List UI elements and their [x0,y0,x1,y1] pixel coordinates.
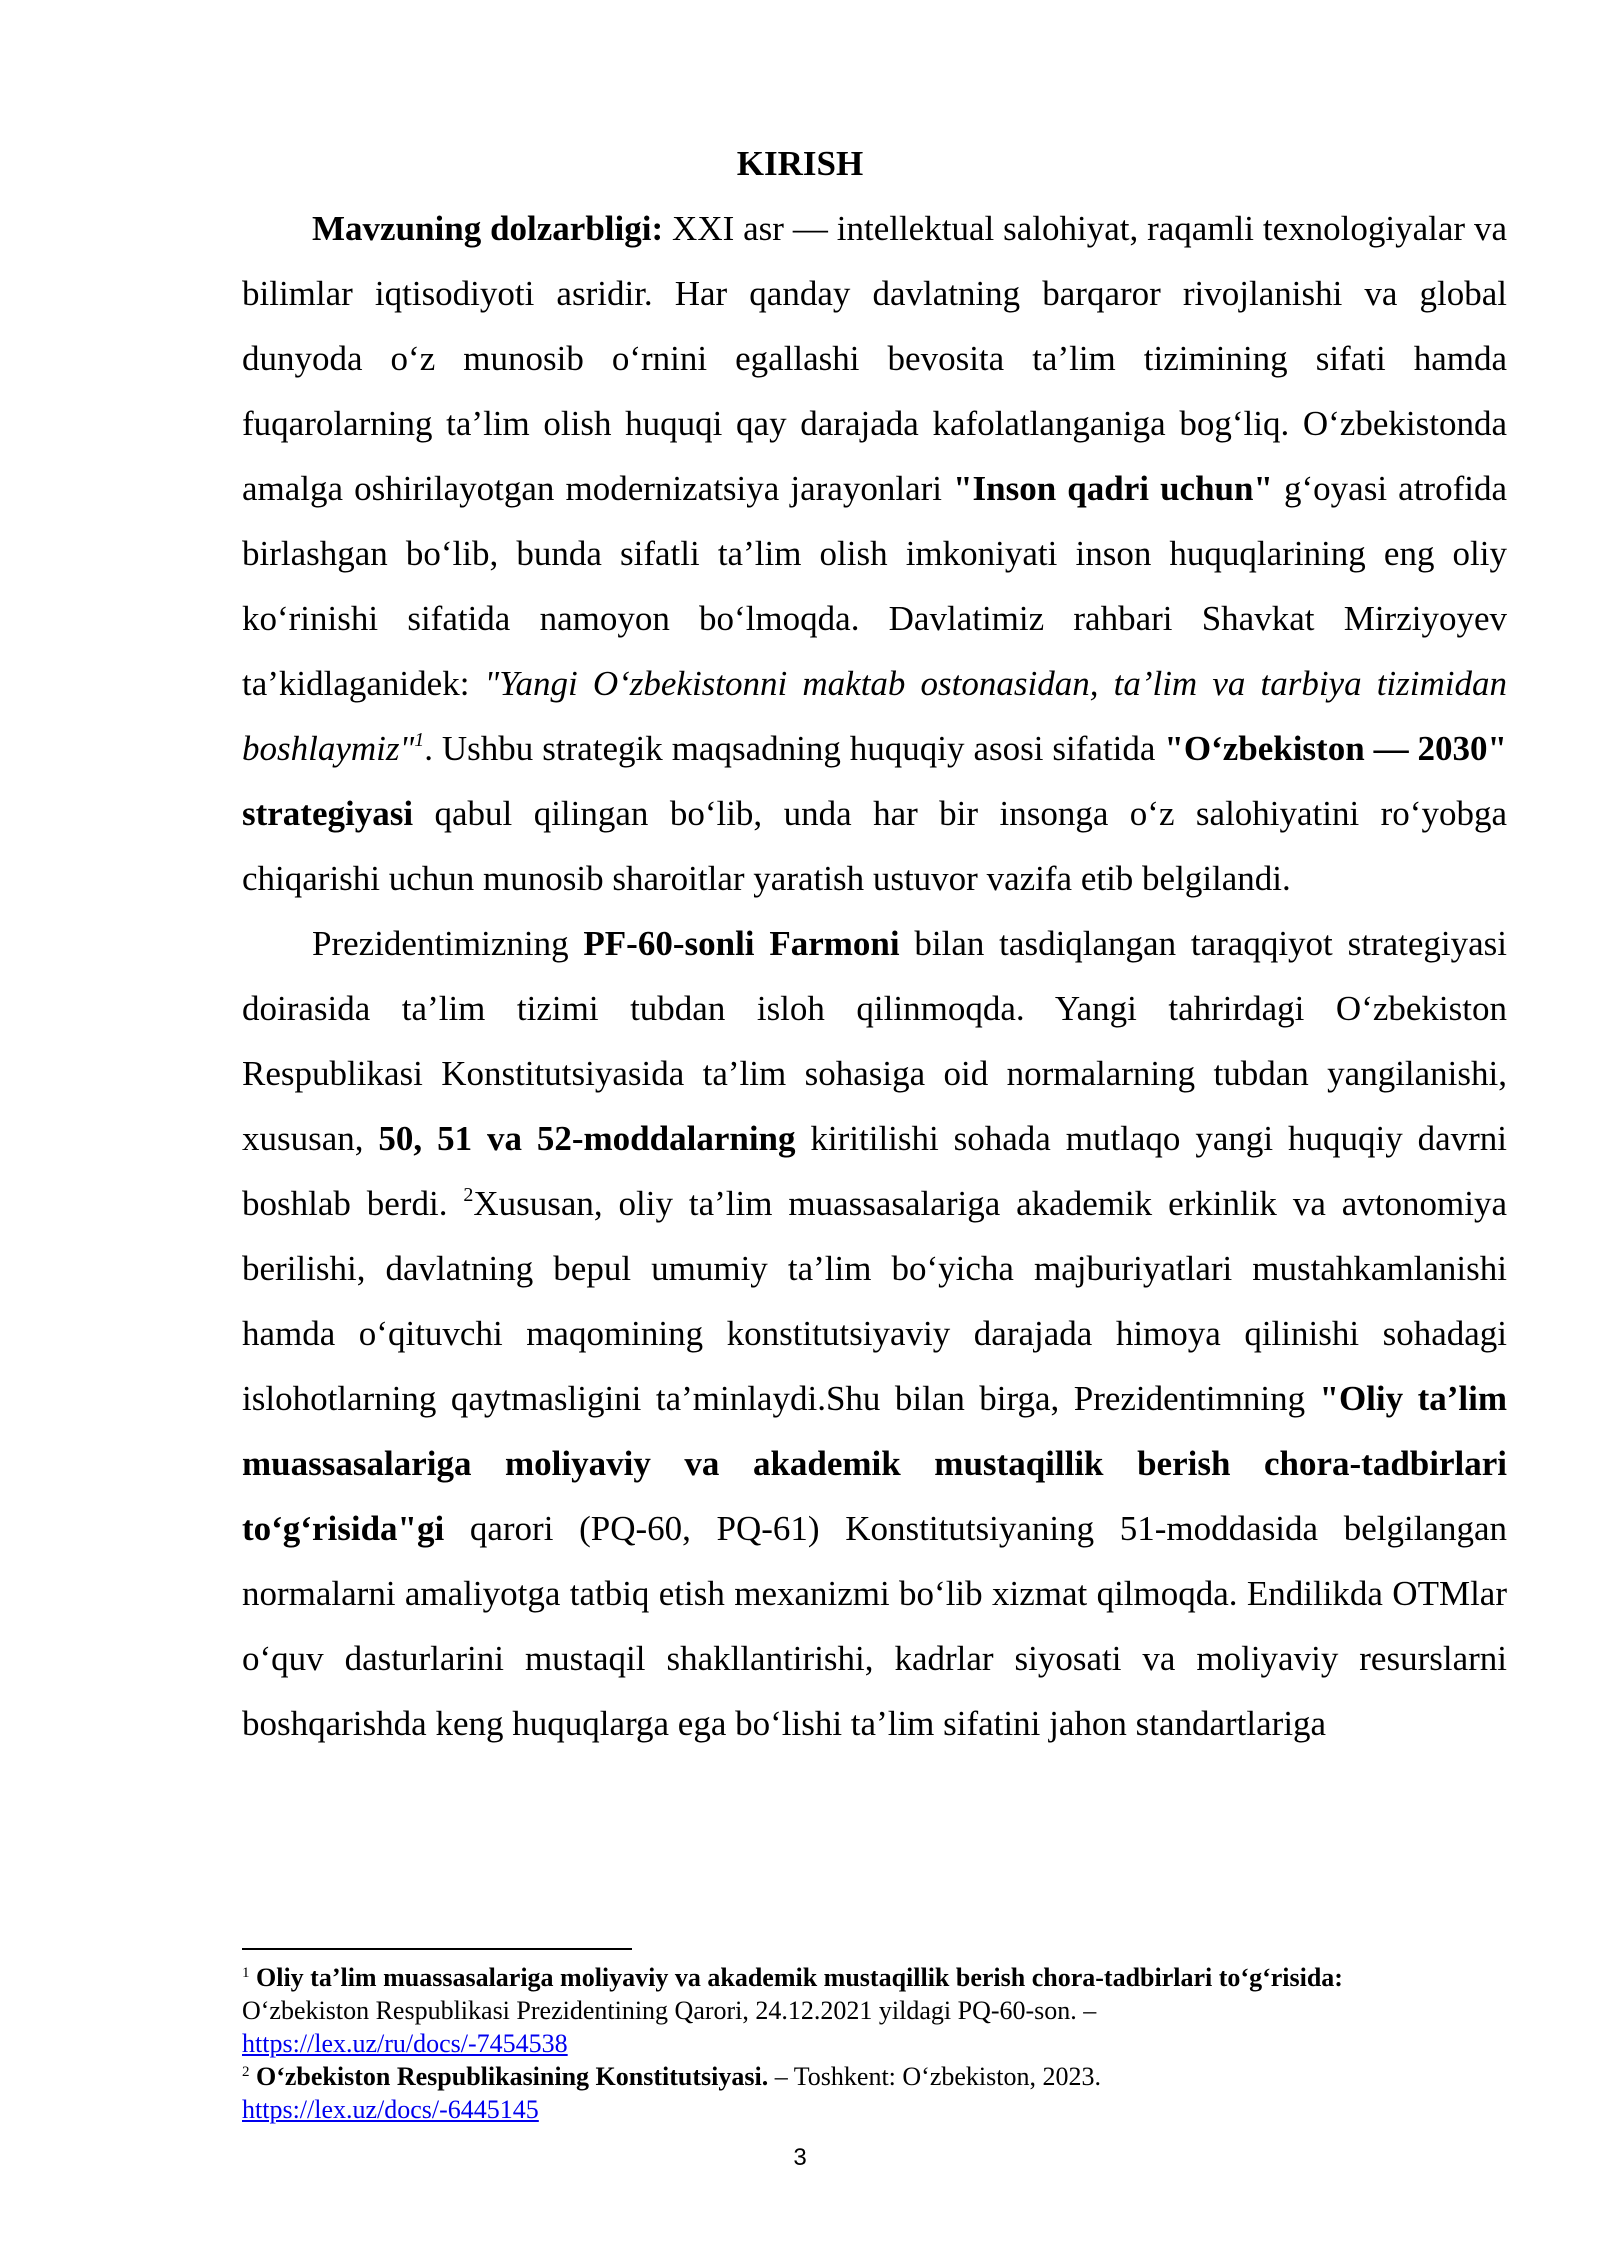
paragraph-text: qarori (PQ-60, PQ-61) Konstitutsiyaning 51-moddasida belgilangan normalarni amaliyotga tatbiq etish mexanizmi bo‘lib xizmat qilmoqda. Endilikda OTMlar o‘quv dasturlarini mustaqil shakllantirishi, kadrlar siyosati va moliyaviy resurslarni boshqarishda keng huquqlarga ega bo‘lishi ta’lim sifatini jahon standartlariga [242,1509,1507,1743]
paragraph-text: Prezidentimizning [312,924,584,963]
president-quote: "Yangi O‘zbekistonni maktab ostonasidan, ta’lim va tarbiya tizimidan boshlaymiz" [242,664,1507,768]
paragraph-text: Xususan, oliy ta’lim muassasalariga akademik erkinlik va avtonomiya berilishi, davlatning bepul umumiy ta’lim bo‘yicha majburiyatlari mustahkamlanishi hamda o‘qituvchi maqomining konstitutsiyaviy darajada himoya qilinishi sohadagi islohotlarning qaytmasligini ta’minlaydi.Shu bilan birga, Prezidentimning [242,1184,1508,1418]
footnote-separator [242,1948,632,1950]
bold-phrase: PF-60-sonli Farmoni [583,924,900,963]
paragraph-text: g‘oyasi atrofida birlashgan bo‘lib, bunda sifatli ta’lim olish imkoniyati inson huquqlarining eng oliy ko‘rinishi sifatida namoyon bo‘lmoqda. Davlatimiz rahbari Shavkat Mirziyoyev ta’kidlaganidek: [242,469,1507,703]
page-title: KIRISH [736,144,864,183]
footnote-text: O‘zbekiston Respublikasi Prezidentining Qarori, 24.12.2021 yildagi PQ-60-son. – [242,1996,1097,2025]
paragraph-text: bilan tasdiqlangan taraqqiyot strategiyasi doirasida ta’lim tizimi tubdan isloh qilinmoqda. Yangi tahrirdagi O‘zbekiston Respublikasi Konstitutsiyasida ta’lim sohasiga oid normalarning tubdan yangilanishi, xususan, [242,924,1507,1158]
paragraph-text: . Ushbu strategik maqsadning huquqiy asosi sifatida [424,729,1165,768]
paragraph-text: kiritilishi sohada mutlaqo yangi huquqiy davrni boshlab berdi. [242,1119,1508,1223]
bold-phrase: "O‘zbekiston — 2030" strategiyasi [242,729,1507,833]
footnote-bold-title: O‘zbekiston Respublikasining Konstitutsiyasi. [256,2062,769,2091]
relevance-heading: Mavzuning dolzarbligi: [312,209,664,248]
paragraph-text: qabul qilingan bo‘lib, unda har bir insonga o‘z salohiyatini ro‘yobga chiqarishi uchun munosib sharoitlar yaratish ustuvor vazifa etib belgilandi. [242,794,1507,898]
body-text [242,196,1507,1756]
footnote-text: – Toshkent: O‘zbekiston, 2023. [768,2062,1101,2091]
paragraph-relevance [242,196,1507,911]
footnote-link[interactable]: https://lex.uz/docs/-6445145 [242,2095,539,2124]
footnote-1 [242,1961,1507,2060]
footnote-link[interactable]: https://lex.uz/ru/docs/-7454538 [242,2029,568,2058]
footnote-2 [242,2060,1507,2126]
paragraph-text: XXI asr — intellektual salohiyat, raqamli texnologiyalar va bilimlar iqtisodiyoti asridir. Har qanday davlatning barqaror rivojlanishi va global dunyoda o‘z munosib o‘rnini egallashi bevosita ta’lim tizimining sifati hamda fuqarolarning ta’lim olish huquqi qay darajada kafolatlanganiga bog‘liq. O‘zbekistonda amalga oshirilayotgan modernizatsiya jarayonlari [242,209,1507,508]
footnote-number: 2 [242,2064,250,2080]
footnotes [242,1961,1507,2126]
paragraph-reforms [242,911,1507,1756]
footnote-reference-2[interactable]: 2 [463,1184,474,1206]
bold-phrase: "Inson qadri uchun" [953,469,1273,508]
footnote-reference-1[interactable]: 1 [414,729,425,751]
page-number: 3 [793,2144,807,2171]
bold-phrase: 50, 51 va 52-moddalarning [378,1119,796,1158]
footnote-bold-title: Oliy ta’lim muassasalariga moliyaviy va akademik mustaqillik berish chora-tadbirlari to‘g‘risida: [256,1963,1343,1992]
footnote-number: 1 [242,1965,250,1981]
bold-phrase: "Oliy ta’lim muassasalariga moliyaviy va akademik mustaqillik berish chora-tadbirlari to‘g‘risida"gi [242,1379,1507,1548]
